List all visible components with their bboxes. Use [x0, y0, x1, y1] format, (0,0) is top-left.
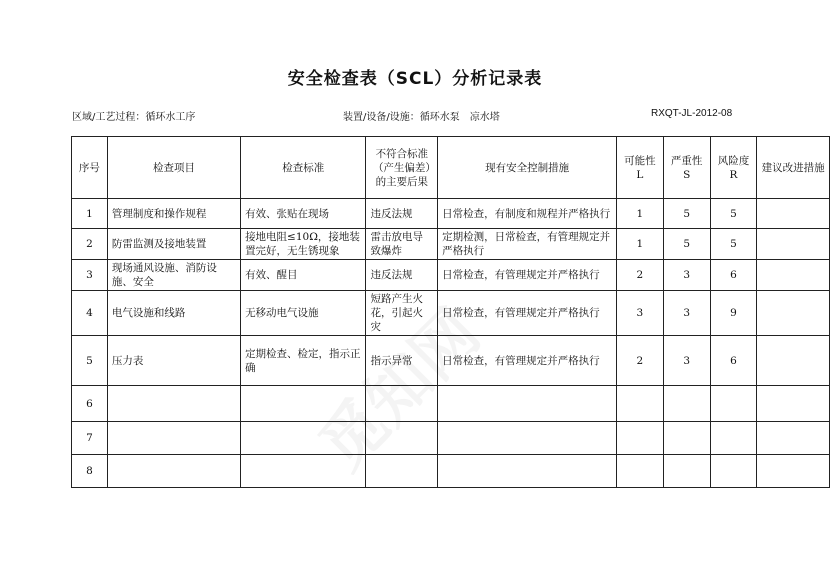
- cell-advice: [757, 199, 830, 229]
- cell-l: 1: [617, 229, 664, 260]
- table-row: [72, 386, 830, 422]
- cell-measures: [438, 386, 617, 422]
- cell-no: 5: [72, 336, 108, 386]
- cell-consequence: 违反法规: [366, 260, 438, 291]
- cell-measures: 定期检测，日常检查，有管理规定并严格执行: [438, 229, 617, 260]
- cell-item: 管理制度和操作规程: [107, 199, 240, 229]
- cell-measures: 日常检查，有管理规定并严格执行: [438, 260, 617, 291]
- col-header-advice: 建议改进措施: [757, 137, 830, 199]
- cell-measures: 日常检查，有管理规定并严格执行: [438, 291, 617, 336]
- cell-no: 1: [72, 199, 108, 229]
- cell-advice: [757, 291, 830, 336]
- cell-l: [617, 422, 664, 455]
- cell-measures: [438, 422, 617, 455]
- cell-item: [107, 455, 240, 488]
- cell-r: 6: [710, 336, 757, 386]
- cell-l: 1: [617, 199, 664, 229]
- area-label: 区域/工艺过程：循环水工序: [72, 112, 196, 123]
- cell-measures: 日常检查，有制度和规程并严格执行: [438, 199, 617, 229]
- cell-r: 9: [710, 291, 757, 336]
- cell-no: 7: [72, 422, 108, 455]
- col-header-r: 风险度R: [710, 137, 757, 199]
- cell-standard: 定期检查、检定，指示正确: [241, 336, 366, 386]
- cell-item: 现场通风设施、消防设施、安全: [107, 260, 240, 291]
- col-header-item: 检查项目: [107, 137, 240, 199]
- cell-s: 3: [663, 260, 710, 291]
- table-row: [72, 336, 830, 386]
- cell-standard: 有效、张贴在现场: [241, 199, 366, 229]
- cell-advice: [757, 229, 830, 260]
- table-row: [72, 260, 830, 291]
- cell-l: [617, 386, 664, 422]
- cell-standard: 有效、醒目: [241, 260, 366, 291]
- cell-consequence: [366, 455, 438, 488]
- cell-no: 6: [72, 386, 108, 422]
- cell-no: 8: [72, 455, 108, 488]
- cell-measures: [438, 455, 617, 488]
- document-code: RXQT-JL-2012-08: [651, 108, 733, 119]
- cell-r: 5: [710, 199, 757, 229]
- cell-measures: 日常检查，有管理规定并严格执行: [438, 336, 617, 386]
- cell-s: [663, 386, 710, 422]
- col-header-s: 严重性S: [663, 137, 710, 199]
- cell-s: 5: [663, 199, 710, 229]
- cell-consequence: 雷击放电导致爆炸: [366, 229, 438, 260]
- cell-advice: [757, 260, 830, 291]
- cell-advice: [757, 386, 830, 422]
- cell-l: 2: [617, 260, 664, 291]
- cell-item: 压力表: [107, 336, 240, 386]
- cell-standard: [241, 422, 366, 455]
- cell-consequence: 违反法规: [366, 199, 438, 229]
- table-row: [72, 229, 830, 260]
- equipment-label: 装置/设备/设施：循环水泵 凉水塔: [343, 112, 500, 123]
- cell-item: 防雷监测及接地装置: [107, 229, 240, 260]
- cell-no: 2: [72, 229, 108, 260]
- cell-standard: [241, 386, 366, 422]
- col-header-consequence: 不符合标准（产生偏差）的主要后果: [366, 137, 438, 199]
- cell-r: [710, 455, 757, 488]
- col-header-no: 序号: [72, 137, 108, 199]
- cell-standard: [241, 455, 366, 488]
- scl-table: [71, 136, 830, 488]
- cell-advice: [757, 455, 830, 488]
- cell-consequence: [366, 422, 438, 455]
- cell-s: 5: [663, 229, 710, 260]
- table-row: [72, 422, 830, 455]
- cell-s: 3: [663, 336, 710, 386]
- col-header-standard: 检查标准: [241, 137, 366, 199]
- cell-l: 2: [617, 336, 664, 386]
- cell-l: 3: [617, 291, 664, 336]
- cell-item: 电气设施和线路: [107, 291, 240, 336]
- page-title: 安全检查表（SCL）分析记录表: [287, 69, 543, 89]
- cell-r: 6: [710, 260, 757, 291]
- cell-s: [663, 455, 710, 488]
- table-row: [72, 199, 830, 229]
- cell-advice: [757, 422, 830, 455]
- cell-advice: [757, 336, 830, 386]
- table-row: [72, 291, 830, 336]
- cell-s: [663, 422, 710, 455]
- cell-standard: 接地电阻≤10Ω，接地装置完好，无生锈现象: [241, 229, 366, 260]
- header-row: [72, 137, 830, 199]
- cell-no: 4: [72, 291, 108, 336]
- cell-consequence: 短路产生火花，引起火灾: [366, 291, 438, 336]
- table-row: [72, 455, 830, 488]
- cell-standard: 无移动电气设施: [241, 291, 366, 336]
- cell-l: [617, 455, 664, 488]
- cell-r: [710, 422, 757, 455]
- cell-item: [107, 386, 240, 422]
- cell-r: 5: [710, 229, 757, 260]
- cell-consequence: 指示异常: [366, 336, 438, 386]
- col-header-measures: 现有安全控制措施: [438, 137, 617, 199]
- col-header-l: 可能性L: [617, 137, 664, 199]
- cell-item: [107, 422, 240, 455]
- cell-consequence: [366, 386, 438, 422]
- cell-no: 3: [72, 260, 108, 291]
- cell-s: 3: [663, 291, 710, 336]
- cell-r: [710, 386, 757, 422]
